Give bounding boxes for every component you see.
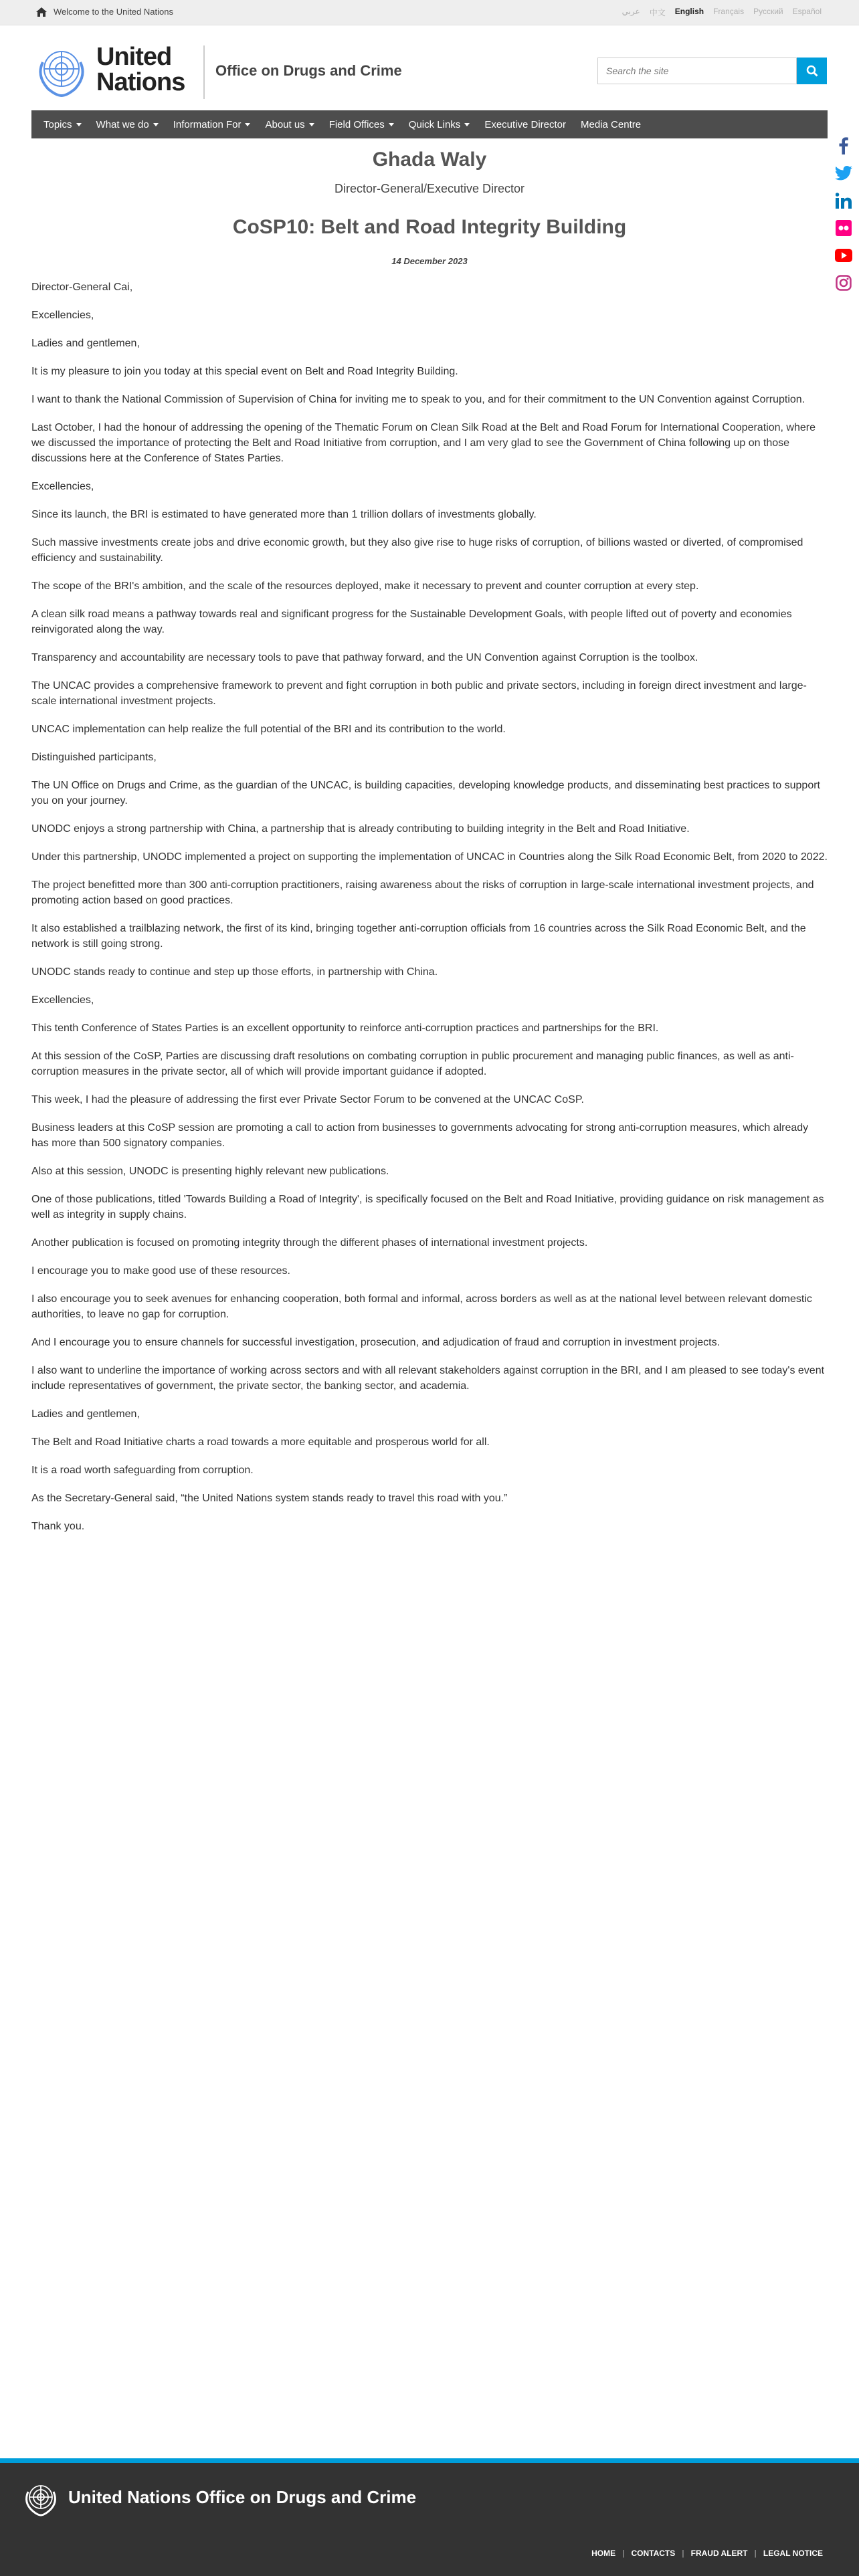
speech-paragraph: UNCAC implementation can help realize the full potential of the BRI and its contribution to the world. <box>31 724 506 735</box>
nav-item[interactable] <box>329 119 394 130</box>
speech-paragraph: Since its launch, the BRI is estimated to have generated more than 1 trillion dollars of investments globally. <box>31 509 537 520</box>
speech-paragraph: Such massive investments create jobs and drive economic growth, but they also give rise to huge risks of corruption, of billions wasted or diverted, of compromised efficiency and sustainability. <box>31 537 803 564</box>
search-button[interactable] <box>797 58 827 84</box>
linkedin-icon[interactable] <box>835 192 852 209</box>
nav-item[interactable] <box>96 119 159 130</box>
language-link[interactable]: English <box>674 7 704 16</box>
youtube-icon[interactable] <box>835 247 852 264</box>
speech-paragraph: Distinguished participants, <box>31 752 157 763</box>
nav-item-label: Information For <box>173 118 242 130</box>
top-bar <box>0 0 859 25</box>
site-header <box>0 25 859 108</box>
un-wordmark-line1: United <box>96 43 172 71</box>
caret-down-icon <box>245 123 250 126</box>
speech-paragraph: At this session of the CoSP, Parties are discussing draft resolutions on combating corruption in public procurement and managing public finances, as well as anti-corruption measures in the private sector, all of which will provide important guidance if adopted. <box>31 1051 794 1077</box>
nav-item[interactable] <box>409 119 470 130</box>
site-footer <box>0 2463 859 2576</box>
speech-paragraph: This week, I had the pleasure of addressing the first ever Private Sector Forum to be convened at the UNCAC CoSP. <box>31 1094 584 1105</box>
speech-paragraph: UNODC enjoys a strong partnership with China, a partnership that is already contributing to building integrity in the Belt and Road Initiative. <box>31 823 690 835</box>
speech-paragraph: The scope of the BRI's ambition, and the scale of the resources deployed, make it necessary to prevent and counter corruption at every step. <box>31 580 699 592</box>
footer-link-separator: | <box>754 2549 757 2558</box>
speech-date: 14 December 2023 <box>391 256 468 266</box>
caret-down-icon <box>76 123 82 126</box>
un-wordmark-line2: Nations <box>96 68 185 96</box>
nav-item-label: Executive Director <box>484 118 567 130</box>
caret-down-icon <box>153 123 159 126</box>
speech-paragraph: Excellencies, <box>31 310 94 321</box>
un-emblem-logo[interactable] <box>20 2480 62 2517</box>
footer-link[interactable]: HOME <box>591 2549 616 2558</box>
twitter-icon[interactable] <box>835 165 852 182</box>
speech-body <box>31 280 828 1534</box>
language-link[interactable]: Français <box>713 7 745 16</box>
footer-link[interactable]: LEGAL NOTICE <box>763 2549 823 2558</box>
search-input[interactable] <box>597 58 797 84</box>
welcome-text: Welcome to the United Nations <box>54 7 173 17</box>
speaker-role: Director-General/Executive Director <box>334 182 525 195</box>
speech-paragraph: It also established a trailblazing network, the first of its kind, bringing together anti-corruption officials from 16 countries across the Silk Road Economic Belt, and the network is still going strong. <box>31 923 806 950</box>
caret-down-icon <box>464 123 470 126</box>
speech-paragraph: One of those publications, titled 'Towards Building a Road of Integrity', is specifically focused on the Belt and Road Initiative, providing guidance on risk management as well as integrity in supply chains. <box>31 1194 824 1220</box>
nav-item[interactable] <box>173 119 251 130</box>
speech-paragraph: I want to thank the National Commission of Supervision of China for inviting me to speak to you, and for their commitment to the UN Convention against Corruption. <box>31 394 805 405</box>
nav-item-label: About us <box>265 118 305 130</box>
main-navigation <box>31 110 828 138</box>
office-title[interactable]: Office on Drugs and Crime <box>215 62 402 79</box>
speech-paragraph: Under this partnership, UNODC implemented a project on supporting the implementation of UNCAC in Countries along the Silk Road Economic Belt, from 2020 to 2022. <box>31 851 828 863</box>
header-divider <box>203 45 205 99</box>
speech-paragraph: I encourage you to make good use of these resources. <box>31 1265 290 1277</box>
speech-paragraph: And I encourage you to ensure channels for successful investigation, prosecution, and adjudication of fraud and corruption in investment projects. <box>31 1337 721 1348</box>
nav-item-label: Field Offices <box>328 118 385 130</box>
un-emblem-logo[interactable] <box>29 42 94 98</box>
speech-paragraph: The Belt and Road Initiative charts a road towards a more equitable and prosperous world for all. <box>31 1436 490 1448</box>
language-switcher <box>622 7 822 18</box>
nav-item-label: Topics <box>43 118 72 130</box>
footer-link-separator: | <box>622 2549 625 2558</box>
speech-paragraph: Excellencies, <box>31 481 94 492</box>
language-link[interactable]: 中文 <box>649 8 666 17</box>
speech-paragraph: Director-General Cai, <box>31 282 133 293</box>
speech-paragraph: Business leaders at this CoSP session are promoting a call to action from businesses to governments advocating for strong anti-corruption measures, which already has more than 500 signatory companies. <box>31 1122 809 1149</box>
nav-item[interactable] <box>581 119 641 130</box>
footer-links <box>585 2549 830 2558</box>
facebook-icon[interactable] <box>835 137 852 154</box>
speech-paragraph: As the Secretary-General said, “the United Nations system stands ready to travel this road with you.” <box>31 1493 508 1504</box>
language-link[interactable]: Español <box>792 7 822 16</box>
speech-paragraph: The UN Office on Drugs and Crime, as the guardian of the UNCAC, is building capacities, developing knowledge products, and disseminating best practices to support you on your journey. <box>31 780 820 807</box>
speech-paragraph: It is a road worth safeguarding from corruption. <box>31 1465 254 1476</box>
speech-paragraph: The UNCAC provides a comprehensive framework to prevent and fight corruption in both public and private sectors, including in foreign direct investment and large-scale international investment projects. <box>31 680 807 707</box>
caret-down-icon <box>389 123 394 126</box>
footer-title: United Nations Office on Drugs and Crime <box>68 2487 417 2507</box>
language-link[interactable]: عربي <box>622 7 640 16</box>
speech-paragraph: Excellencies, <box>31 994 94 1006</box>
speaker-name: Ghada Waly <box>372 148 487 171</box>
nav-item[interactable] <box>43 119 82 130</box>
speech-paragraph: Thank you. <box>31 1521 85 1532</box>
speech-paragraph: Transparency and accountability are necessary tools to pave that pathway forward, and the UN Convention against Corruption is the toolbox. <box>31 652 698 663</box>
speech-paragraph: This tenth Conference of States Parties is an excellent opportunity to reinforce anti-corruption practices and partnerships for the BRI. <box>31 1023 659 1034</box>
nav-item-label: What we do <box>96 118 149 130</box>
flickr-icon[interactable] <box>835 219 852 237</box>
nav-item-label: Media Centre <box>581 118 642 130</box>
footer-accent-line <box>0 2458 859 2463</box>
nav-item[interactable] <box>265 119 314 130</box>
home-icon <box>36 7 47 17</box>
un-wordmark[interactable] <box>96 44 185 95</box>
speech-paragraph: A clean silk road means a pathway towards real and significant progress for the Sustainable Development Goals, with people lifted out of poverty and economies reinvigorated along the way. <box>31 609 792 635</box>
speech-paragraph: Last October, I had the honour of addressing the opening of the Thematic Forum on Clean Silk Road at the Belt and Road Forum for International Cooperation, where we discussed the importance of protecting the Belt and Road Initiative from corruption, and I am very glad to see the Government of China following up on those discussions here at the Conference of States Parties. <box>31 422 816 464</box>
instagram-icon[interactable] <box>835 274 852 292</box>
speech-paragraph: Also at this session, UNODC is presenting highly relevant new publications. <box>31 1166 389 1177</box>
footer-link-separator: | <box>682 2549 684 2558</box>
speech-paragraph: I also want to underline the importance of working across sectors and with all relevant stakeholders against corruption in the BRI, and I am pleased to see today's event include representatives of government, the private sector, the banking sector, and academia. <box>31 1365 825 1392</box>
speech-paragraph: It is my pleasure to join you today at this special event on Belt and Road Integrity Building. <box>31 366 458 377</box>
nav-item[interactable] <box>484 119 566 130</box>
speech-paragraph: Ladies and gentlemen, <box>31 1408 140 1420</box>
article <box>31 140 828 1547</box>
speech-paragraph: I also encourage you to seek avenues for enhancing cooperation, both formal and informal, across borders as well as at the national level between relevant domestic authorities, to leave no gap for corruption. <box>31 1293 812 1320</box>
speech-paragraph: UNODC stands ready to continue and step up those efforts, in partnership with China. <box>31 966 438 978</box>
footer-link[interactable]: FRAUD ALERT <box>690 2549 748 2558</box>
language-link[interactable]: Русский <box>753 7 783 16</box>
caret-down-icon <box>309 123 314 126</box>
speech-paragraph: Ladies and gentlemen, <box>31 338 140 349</box>
social-links <box>834 137 854 292</box>
nav-item-label: Quick Links <box>408 118 461 130</box>
footer-link[interactable]: CONTACTS <box>631 2549 676 2558</box>
speech-paragraph: The project benefitted more than 300 anti-corruption practitioners, raising awareness about the risks of corruption in large-scale international investment projects, and promoting action based on good practices. <box>31 879 814 906</box>
search-icon <box>806 65 818 77</box>
speech-title: CoSP10: Belt and Road Integrity Building <box>232 216 627 238</box>
speech-paragraph: Another publication is focused on promoting integrity through the different phases of international investment projects. <box>31 1237 588 1249</box>
welcome-link[interactable] <box>36 7 173 17</box>
